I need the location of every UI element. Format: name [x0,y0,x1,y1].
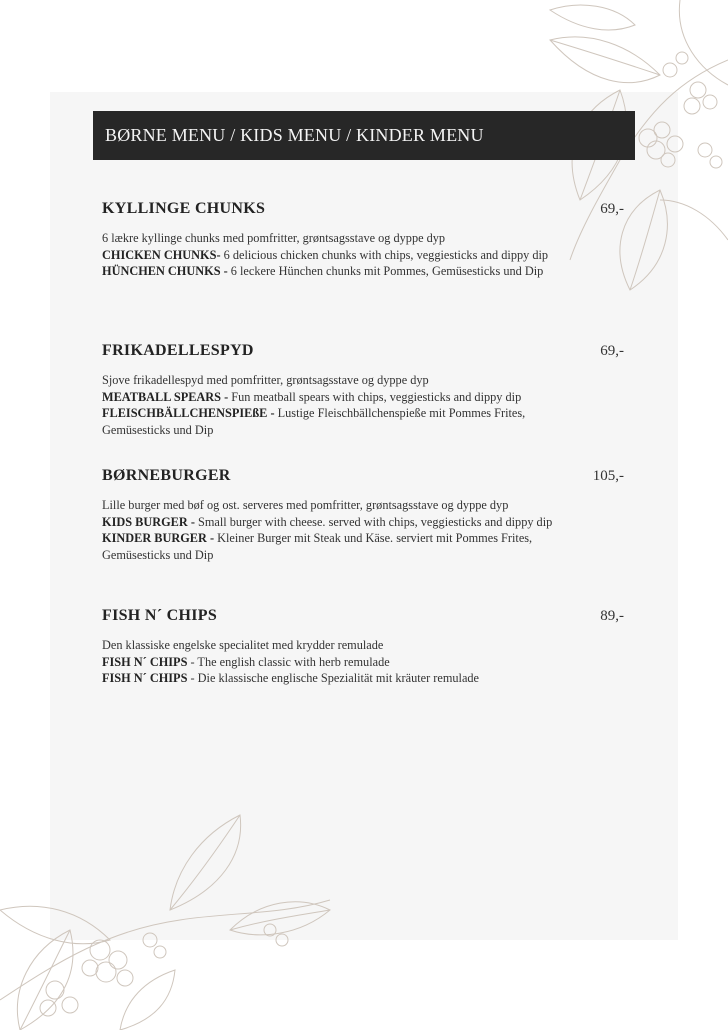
item-description: Den klassiske engelske specialitet med krydder remulade FISH N´ CHIPS - The english classic with herb remulade FISH N´ CHIPS - Die klassische englische Spezialität mit kräuter remulade [102,638,480,685]
page-title: BØRNE MENU / KIDS MENU / KINDER MENU [93,111,635,160]
item-price: 105,- [592,468,624,484]
menu-item [102,342,624,438]
menu-item [102,607,624,687]
item-description: Sjove frikadellespyd med pomfritter, grøntsagsstave og dyppe dyp MEATBALL SPEARS - Fun meatball spears with chips, veggiesticks and dippy dip FLEISCHBÄLLCHENSPIEßE - Lustige Fleischbällchenspieße mit Pommes Frites, Gemüsesticks und Dip [102,373,526,437]
menu-item [102,467,624,563]
menu-item [102,200,624,280]
item-name: FISH N´ CHIPS [102,607,218,624]
item-price: 69,- [600,343,624,359]
item-price: 89,- [600,608,624,624]
item-name: BØRNEBURGER [102,467,231,484]
item-price: 69,- [600,201,624,217]
item-description: 6 lækre kyllinge chunks med pomfritter, grøntsagsstave og dyppe dyp CHICKEN CHUNKS- 6 delicious chicken chunks with chips, veggiesticks and dippy dip HÜNCHEN CHUNKS - 6 leckere Hünchen chunks mit Pommes, Gemüsesticks und Dip [102,231,549,278]
item-name: FRIKADELLESPYD [102,342,254,359]
item-name: KYLLINGE CHUNKS [102,200,266,217]
item-description: Lille burger med bøf og ost. serveres med pomfritter, grøntsagsstave og dyppe dyp KIDS BURGER - Small burger with cheese. served with chips, veggiesticks and dippy dip KINDER BURGER - Kleiner Burger mit Steak und Käse. serviert mit Pommes Frites, Gemüsesticks und Dip [102,498,553,562]
